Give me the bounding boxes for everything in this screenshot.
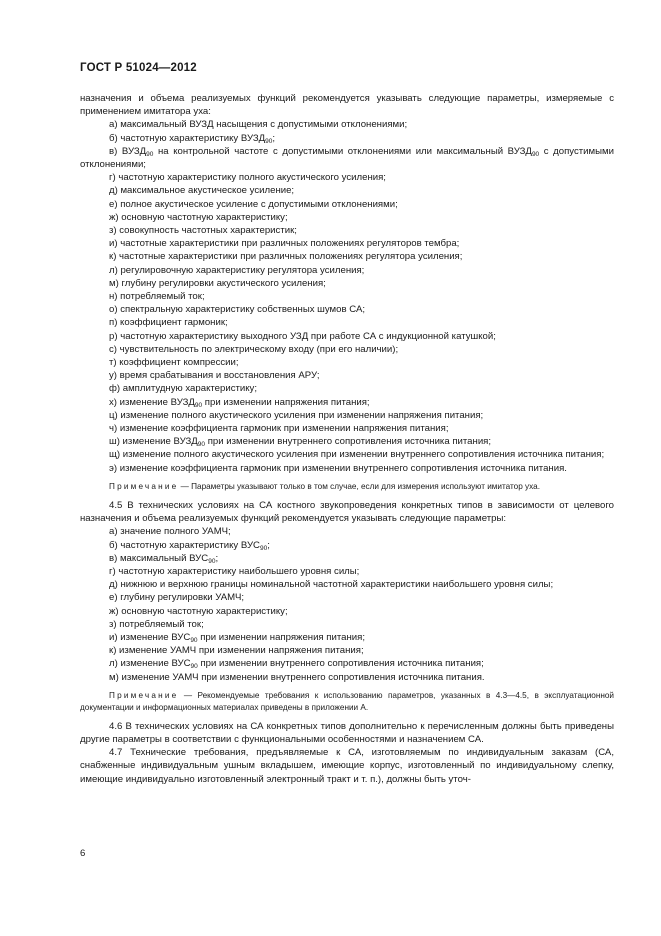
note-text: — Параметры указывают только в том случае, если для измерения используют имитатор уха. xyxy=(178,481,540,491)
list-item-text: а) значение полного УАМЧ; xyxy=(109,526,231,538)
subscript: 90 xyxy=(190,636,198,644)
list-item-text: а) максимальный ВУЗД насыщения с допустимыми отклонениями; xyxy=(109,119,408,131)
list-item-text: ф) амплитудную характеристику; xyxy=(109,383,258,395)
list-item-text: при изменении внутреннего сопротивления источника питания; xyxy=(205,436,492,448)
list-item-text: л) регулировочную характеристику регулятора усиления; xyxy=(109,264,365,276)
list-item-text: к) частотные характеристики при различных положениях регулятора усиления; xyxy=(109,251,463,263)
list-item-text: м) изменение УАМЧ при изменении внутреннего сопротивления источника питания. xyxy=(109,671,485,683)
list-item xyxy=(80,211,614,224)
paragraph-4-5: 4.5 В технических условиях на СА костного звукопроведения конкретных типов в зависимости от целевого назначения и объема реализуемых функций рекомендуется указывать следующие параметры: xyxy=(80,499,614,525)
list-item xyxy=(80,250,614,263)
list-item xyxy=(80,132,614,145)
list-item xyxy=(80,224,614,237)
intro-paragraph: назначения и объема реализуемых функций рекомендуется указывать следующие параметры, измеряемые с применением имитатора уха: xyxy=(80,93,614,118)
list-item xyxy=(80,145,614,171)
list-item xyxy=(80,118,614,131)
list-item-text: н) потребляемый ток; xyxy=(109,291,205,303)
list-item xyxy=(80,184,614,197)
list-item xyxy=(80,671,614,684)
list-item-text: у) время срабатывания и восстановления АРУ; xyxy=(109,370,320,382)
list-item-text: в) ВУЗД xyxy=(109,145,147,157)
list-item-text: при изменении напряжения питания; xyxy=(197,631,365,643)
list-item xyxy=(80,552,614,565)
list-item-text: з) потребляемый ток; xyxy=(109,618,204,630)
note-label: Примечание xyxy=(109,690,179,700)
list-item xyxy=(80,343,614,356)
list-item-text: к) изменение УАМЧ при изменении напряжения питания; xyxy=(109,645,364,657)
list-item-text: и) частотные характеристики при различных положениях регуляторов тембра; xyxy=(109,238,460,250)
list-item xyxy=(80,539,614,552)
list-item xyxy=(80,198,614,211)
list-item-text: г) частотную характеристику полного акустического усиления; xyxy=(109,172,386,184)
list-item xyxy=(80,448,614,461)
subscript: 90 xyxy=(146,150,154,158)
list-item xyxy=(80,578,614,591)
list-item-text: б) частотную характеристику ВУЗД xyxy=(109,132,266,144)
parameter-list-ear xyxy=(80,118,614,474)
note-label: Примечание xyxy=(109,481,179,491)
list-item-text: с допустимыми отклонениями; xyxy=(80,145,614,171)
list-item xyxy=(80,356,614,369)
subscript: 90 xyxy=(194,401,203,409)
list-item-text: з) совокупность частотных характеристик; xyxy=(109,225,297,237)
list-item-text: ц) изменение полного акустического усиления при изменении напряжения питания; xyxy=(109,409,484,421)
list-item xyxy=(80,565,614,578)
list-item-text: с) чувствительность по электрическому входу (при его наличии); xyxy=(109,343,399,355)
list-item xyxy=(80,525,614,538)
subscript: 90 xyxy=(197,441,206,449)
list-item-text: х) изменение ВУЗД xyxy=(109,396,195,408)
paragraph-4-7: 4.7 Технические требования, предъявляемые к СА, изготовляемым по индивидуальным заказам (СА, снабженные индивидуальным ушным вкладышем, имеющие корпус, изготовленный по индивидуальному слепку, имеющие индивидуально изготовленный электронный тракт и т. п.), должны быть уточ- xyxy=(80,747,614,785)
list-item xyxy=(80,382,614,395)
list-item-text: при изменении внутреннего сопротивления источника питания; xyxy=(197,658,484,670)
list-item xyxy=(80,290,614,303)
list-item xyxy=(80,369,614,382)
list-item xyxy=(80,264,614,277)
list-item-text: л) изменение ВУС xyxy=(109,658,191,670)
page-number: 6 xyxy=(80,848,86,859)
list-item xyxy=(80,631,614,644)
list-item xyxy=(80,657,614,670)
note-text: — Рекомендуемые требования к использованию параметров, указанных в 4.3—4.5, в эксплуатационной документации и информационных материалах приведены в приложении А. xyxy=(80,690,614,712)
document-body xyxy=(80,92,614,786)
list-item-text: ж) основную частотную характеристику; xyxy=(109,211,288,223)
list-item xyxy=(80,422,614,435)
list-item-text: ж) основную частотную характеристику; xyxy=(109,605,288,617)
subscript: 90 xyxy=(531,150,540,158)
list-item-text: г) частотную характеристику наибольшего уровня силы; xyxy=(109,565,360,577)
list-item-text: р) частотную характеристику выходного УЗД при работе СА с индукционной катушкой; xyxy=(109,330,496,342)
list-item-text: в) максимальный ВУС xyxy=(109,552,209,564)
list-item-text: м) глубину регулировки акустического усиления; xyxy=(109,277,326,289)
list-item xyxy=(80,462,614,475)
subscript: 90 xyxy=(190,663,198,671)
list-item-text: т) коэффициент компрессии; xyxy=(109,357,239,369)
list-item xyxy=(80,618,614,631)
list-item-text: на контрольной частоте с допустимыми отклонениями или максимальный ВУЗД xyxy=(153,145,532,157)
list-item-text: д) максимальное акустическое усиление; xyxy=(109,185,295,197)
list-item-text: при изменении напряжения питания; xyxy=(202,396,370,408)
subscript: 90 xyxy=(265,137,273,145)
list-item-text: о) спектральную характеристику собственных шумов СА; xyxy=(109,304,366,316)
list-item-text: ; xyxy=(272,132,276,144)
note-2 xyxy=(80,690,614,714)
list-item xyxy=(80,591,614,604)
list-item-text: д) нижнюю и верхнюю границы номинальной частотной характеристики наибольшего уровня силы; xyxy=(109,579,554,591)
list-item-text: ч) изменение коэффициента гармоник при изменении напряжения питания; xyxy=(109,423,449,435)
list-item-text: п) коэффициент гармоник; xyxy=(109,317,228,329)
list-item xyxy=(80,396,614,409)
list-item-text: э) изменение коэффициента гармоник при изменении внутреннего сопротивления источника питания. xyxy=(109,462,567,474)
list-item-text: б) частотную характеристику ВУС xyxy=(109,539,260,551)
list-item xyxy=(80,237,614,250)
list-item xyxy=(80,277,614,290)
parameter-list-bone xyxy=(80,525,614,683)
subscript: 90 xyxy=(259,544,268,552)
list-item xyxy=(80,605,614,618)
list-item-text: щ) изменение полного акустического усиления при изменении внутреннего сопротивления источника питания; xyxy=(109,449,605,461)
list-item xyxy=(80,435,614,448)
document-header: ГОСТ Р 51024—2012 xyxy=(80,62,197,74)
list-item-text: е) глубину регулировки УАМЧ; xyxy=(109,592,245,604)
list-item xyxy=(80,644,614,657)
list-item-text: ш) изменение ВУЗД xyxy=(109,436,198,448)
list-item xyxy=(80,171,614,184)
list-item-text: е) полное акустическое усиление с допустимыми отклонениями; xyxy=(109,198,398,210)
subscript: 90 xyxy=(208,557,216,565)
list-item-text: и) изменение ВУС xyxy=(109,631,191,643)
list-item xyxy=(80,330,614,343)
paragraph-4-6: 4.6 В технических условиях на СА конкретных типов дополнительно к перечисленным должны быть приведены другие параметры в соответствии с функциональными особенностями и назначением СА. xyxy=(80,720,614,745)
list-item-text: ; xyxy=(215,552,219,564)
list-item-text: ; xyxy=(267,539,270,551)
list-item xyxy=(80,316,614,329)
note-1 xyxy=(80,481,614,493)
list-item xyxy=(80,409,614,422)
list-item xyxy=(80,303,614,316)
